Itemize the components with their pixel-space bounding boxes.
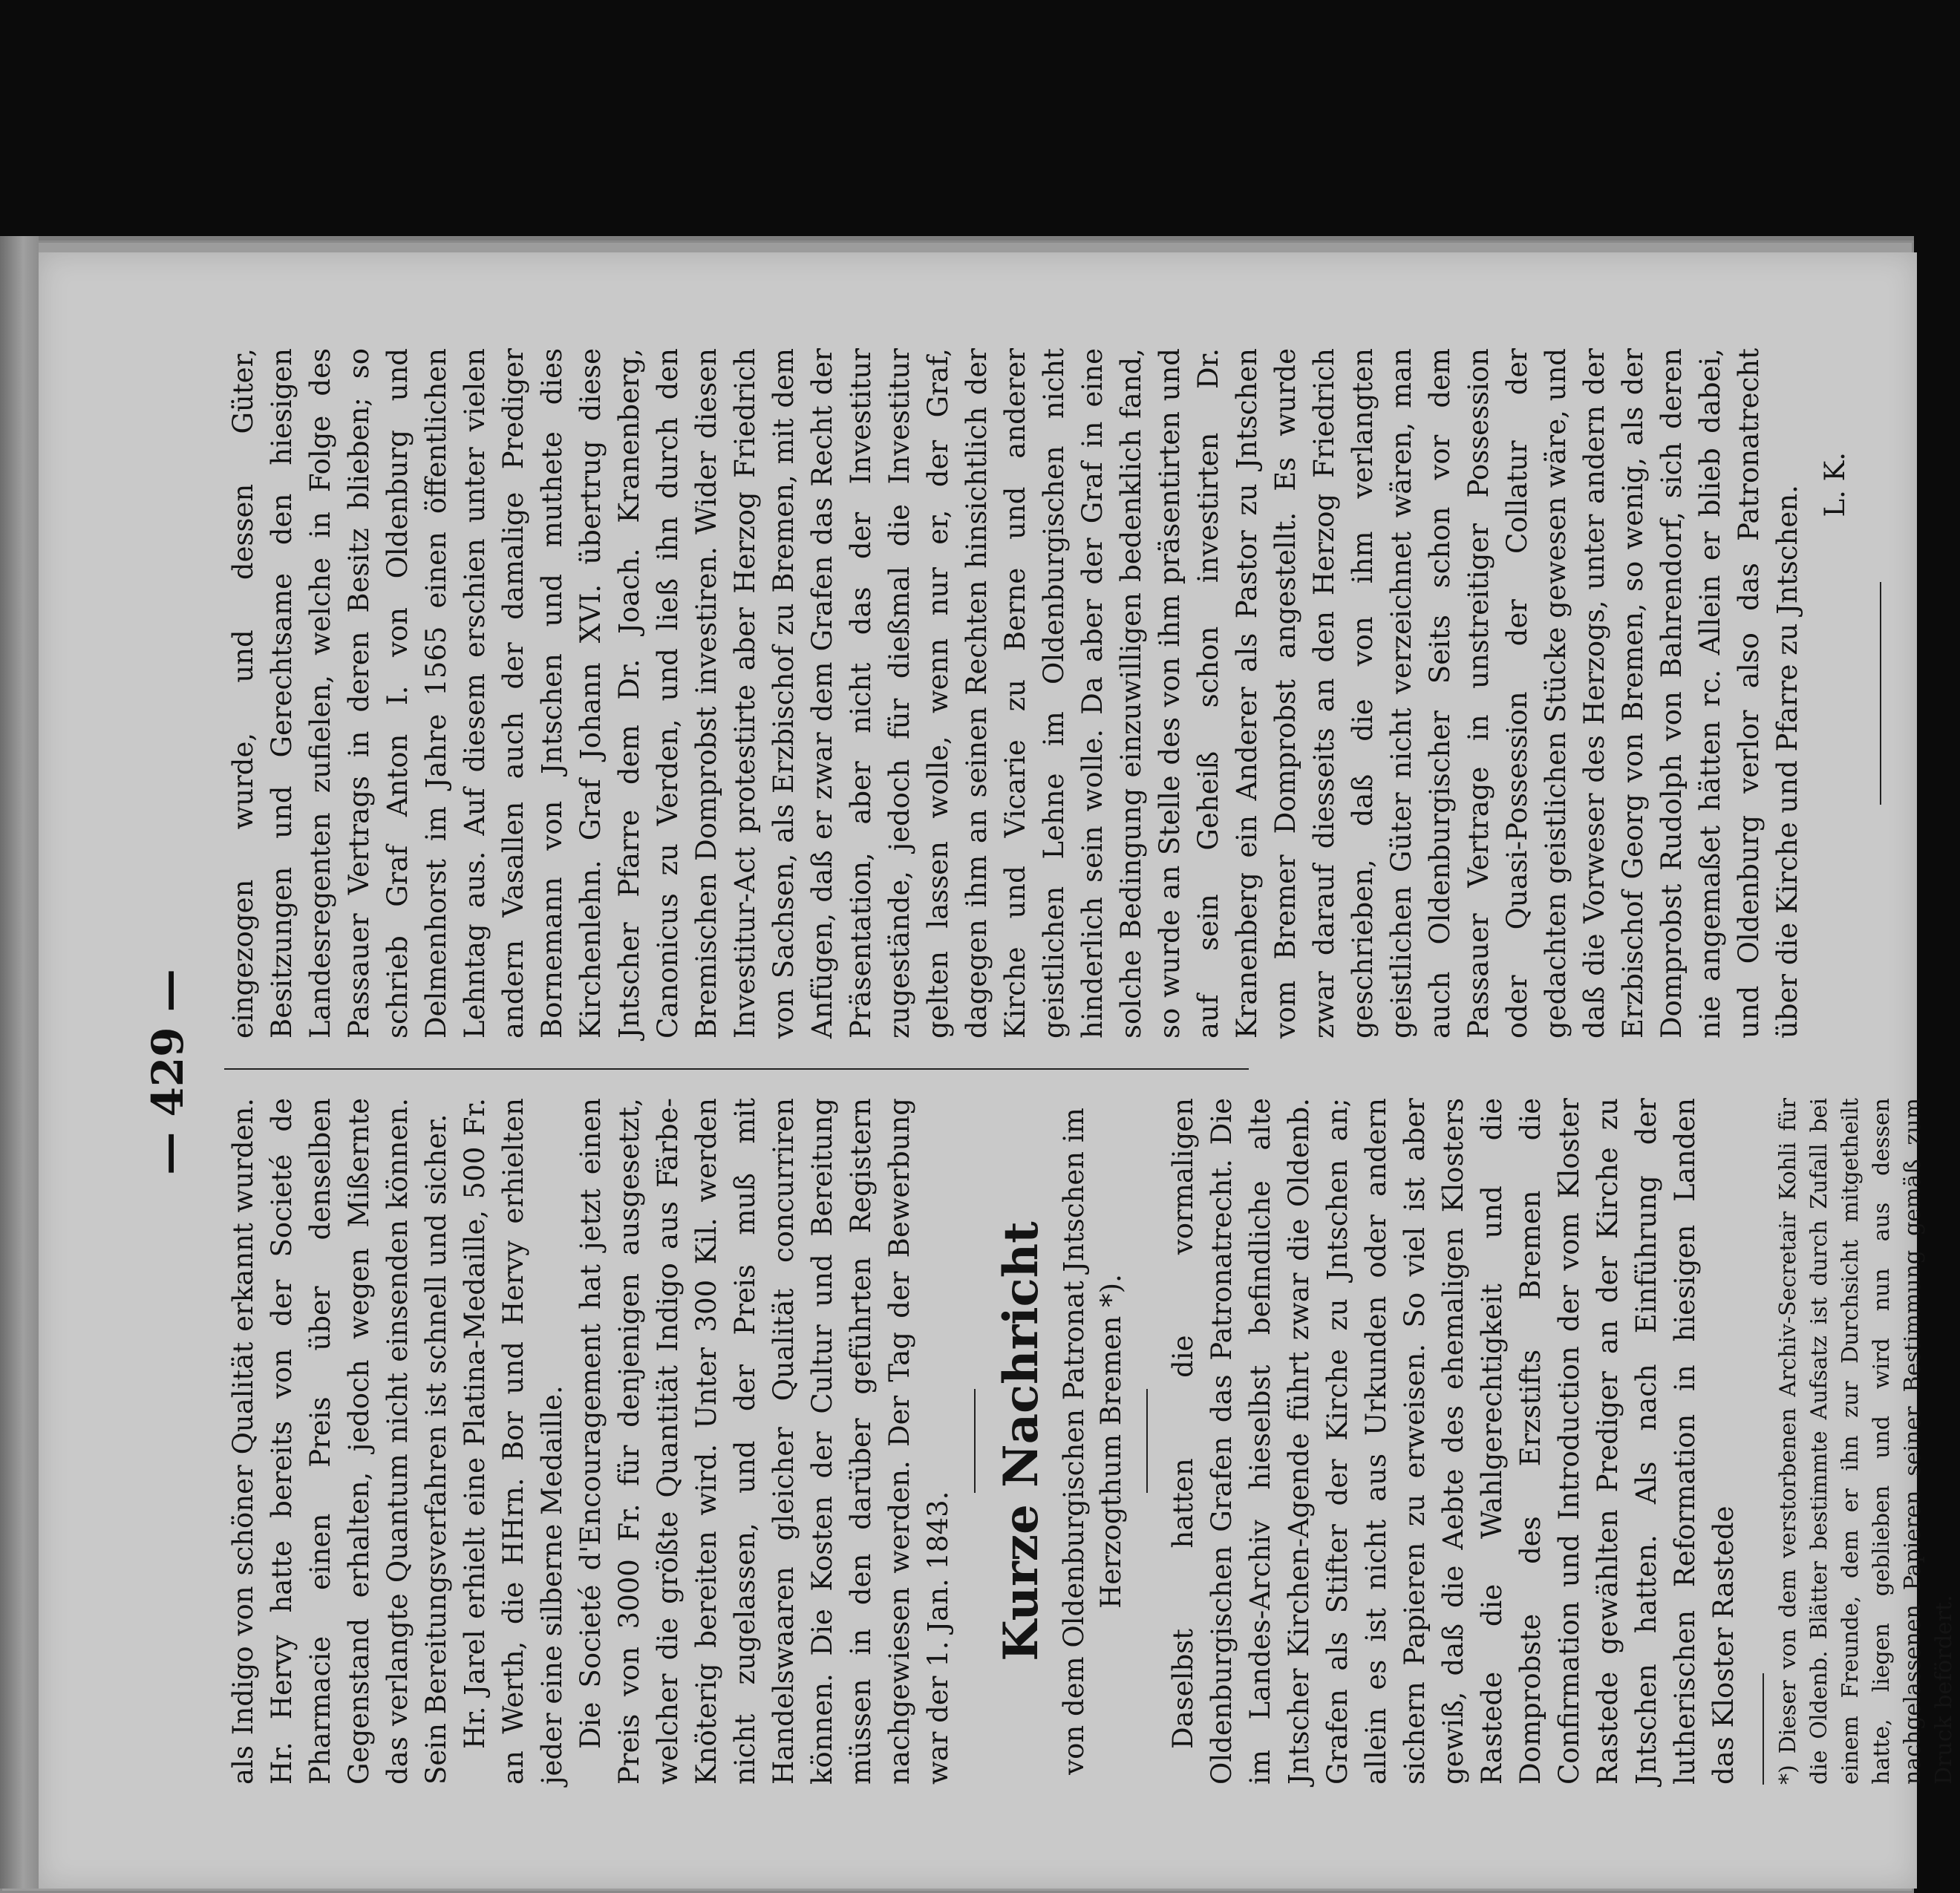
- subtitle-divider: [1146, 1390, 1148, 1494]
- section-divider: [974, 1390, 976, 1494]
- left-paragraph-3: Die Societé d'Encouragement hat jetzt einen Preis von 3000 Fr. für denjenigen ausgesetzt, welcher die größte Quantität Indigo aus Färbe-Knöterig bereiten wird. Unter 300 Kil. werden nicht zugelassen, und der Preis muß mit Handelswaaren gleicher Qualität concurriren können. Die Kosten der Cultur und Bereitung müssen in den darüber geführten Registern nachgewiesen werden. Der Tag der Bewerbung war der 1. Jan. 1843.: [575, 1098, 954, 1785]
- footnote: *) Dieser von dem verstorbenen Archiv-Secretair Kohli für die Oldenb. Blätter bestimmte Aufsatz ist durch Zufall bei einem Freunde, dem er ihn zur Durchsicht mitgetheilt hatte, liegen geblieben und wird nun aus dessen nachgelassenen Papieren seiner Bestimmung gemäß zum Druck befördert.: [1775, 1098, 1957, 1785]
- end-rule: [1880, 582, 1881, 805]
- section-subtitle: von dem Oldenburgischen Patronat Jntschen im Herzogthum Bremen *).: [1058, 1108, 1127, 1775]
- page-number: — 429 —: [143, 969, 193, 1175]
- right-paragraph-1: eingezogen wurde, und dessen Güter, Besitzungen und Gerechtsame den hiesigen Landesregenten zufielen, welche in Folge des Passauer Vertrags in deren Besitz blieben; so schrieb Graf Anton I. von Oldenburg und Delmenhorst im Jahre 1565 einen öffentlichen Lehntag aus. Auf diesem erschien unter vielen andern Vasallen auch der damalige Prediger Bornemann von Jntschen und muthete dies Kirchenlehn. Graf Johann XVI. übertrug diese Jntscher Pfarre dem Dr. Joach. Kranenberg, Canonicus zu Verden, und ließ ihn durch den Bremischen Domprobst investiren. Wider diesen Investitur-Act protestirte aber Herzog Friedrich von Sachsen, als Erzbischof zu Bremen, mit dem Anfügen, daß er zwar dem Grafen das Recht der Präsentation, aber nicht das der Investitur zugestände, jedoch für dießmal die Investitur gelten lassen wolle, wenn nur er, der Graf, dagegen ihm an seinen Rechten hinsichtlich der Kirche und Vicarie zu Berne und anderer geistlichen Lehne im Oldenburgischen nicht hinderlich sein wolle. Da aber der Graf in eine solche Bedingung einzuwilligen bedenklich fand, so wurde an Stelle des von ihm präsentirten und auf sein Geheiß schon investirten Dr. Kranenberg ein Anderer als Pastor zu Jntschen vom Bremer Domprobst angestellt. Es wurde zwar darauf diesseits an den Herzog Friedrich geschrieben, daß die von ihm verlangten geistlichen Güter nicht verzeichnet wären, man auch Oldenburgischer Seits schon vor dem Passauer Vertrage in unstreitiger Possession oder Quasi-Possession der Collatur der gedachten geistlichen Stücke gewesen wäre, und daß die Vorweser des Herzogs, unter andern der Erzbischof Georg von Bremen, so wenig, als der Domprobst Rudolph von Bahrendorf, sich deren nie angemaßet hätten rc. Allein er blieb dabei, und Oldenburg verlor also das Patronatrecht über die Kirche und Pfarre zu Jntschen.: [227, 348, 1803, 1039]
- left-paragraph-2: Hr. Jarel erhielt eine Platina-Medaille, 500 Fr. an Werth, die HHrn. Bor und Hervy erhielten jeder eine silberne Medaille.: [459, 1098, 568, 1785]
- right-column: [224, 348, 1901, 1039]
- left-column: [224, 1098, 1960, 1785]
- section-title: Kurze Nachricht: [993, 1221, 1049, 1661]
- column-rule: [224, 1068, 1249, 1070]
- scanned-page: [39, 252, 1957, 1889]
- page-content: [39, 255, 1957, 1889]
- footnote-rule: [1763, 1673, 1764, 1785]
- signature: L. K.: [1819, 452, 1851, 517]
- left-paragraph-1: als Indigo von schöner Qualität erkannt wurden. Hr. Hervy hatte bereits von der Societé de Pharmacie einen Preis über denselben Gegenstand erhalten, jedoch wegen Mißernte das verlangte Quantum nicht einsenden können. Sein Bereitungsverfahren ist schnell und sicher.: [227, 1098, 452, 1785]
- left-paragraph-4: Daselbst hatten die vormaligen Oldenburgischen Grafen das Patronatrecht. Die im Landes-Archiv hieselbst befindliche alte Jntscher Kirchen-Agende führt zwar die Oldenb. Grafen als Stifter der Kirche zu Jntschen an; allein es ist nicht aus Urkunden oder andern sichern Papieren zu erweisen. So viel ist aber gewiß, daß die Aebte des ehemaligen Klosters Rastede die Wahlgerechtigkeit und die Domprobste des Erzstifts Bremen die Confirmation und Introduction der vom Kloster Rastede gewählten Prediger an der Kirche zu Jntschen hatten. Als nach Einführung der lutherischen Reformation in hiesigen Landen das Kloster Rastede: [1167, 1098, 1740, 1785]
- book-spine: [0, 236, 39, 1889]
